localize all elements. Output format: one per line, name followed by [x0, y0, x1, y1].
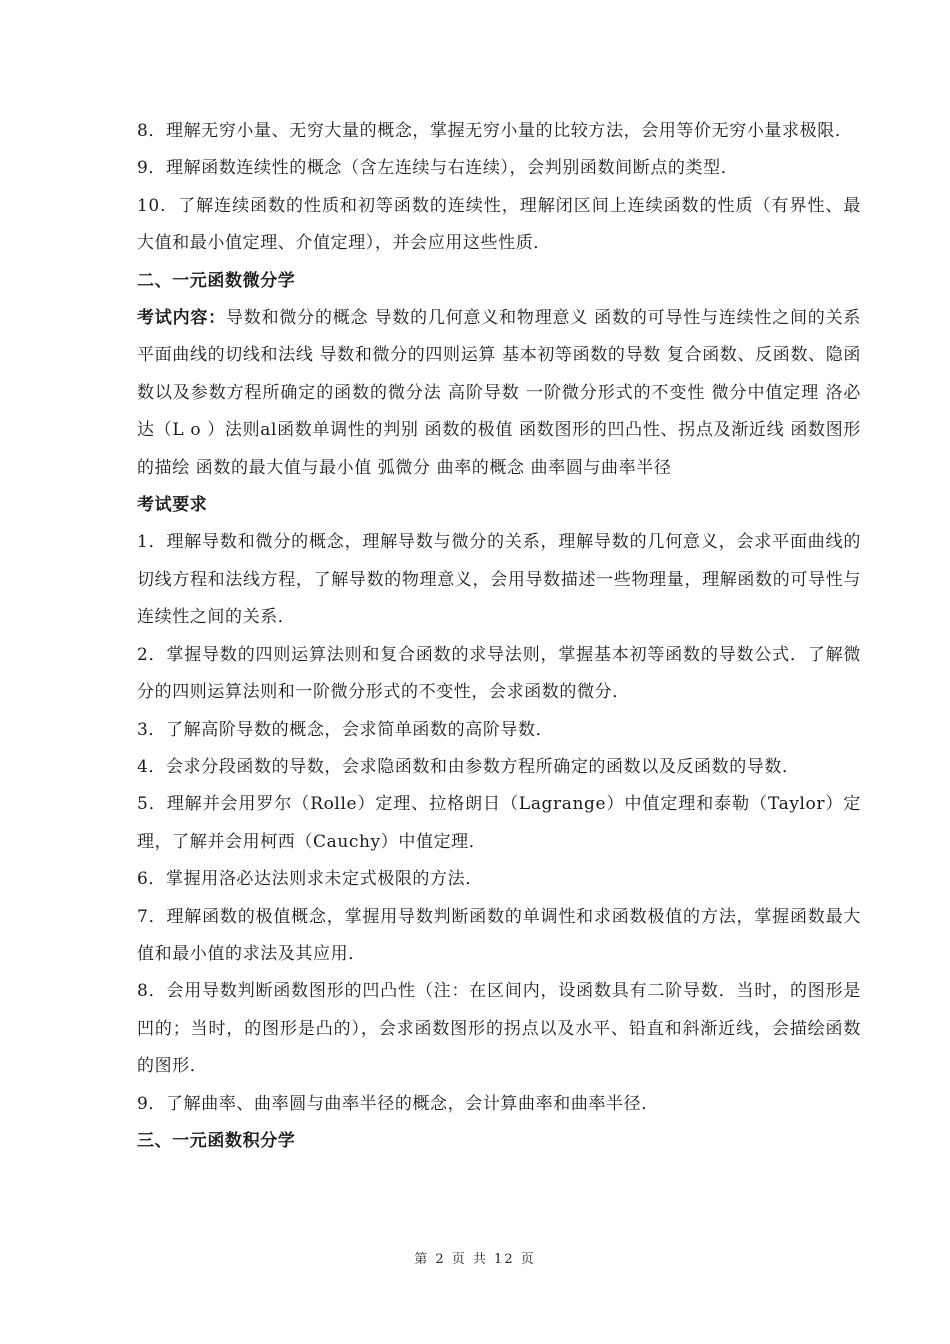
document-page — [137, 113, 861, 1160]
limits-item-8: 8．理解无穷小量、无穷大量的概念，掌握无穷小量的比较方法，会用等价无穷小量求极限． — [137, 121, 853, 141]
requirement-item-8: 8．会用导数判断函数图形的凹凸性（注：在区间内，设函数具有二阶导数．当时，的图形是凹的；当时，的图形是凸的），会求函数图形的拐点以及水平、铅直和斜渐近线，会描绘函数的图形． — [137, 981, 861, 1077]
requirements-label: 考试要求 — [137, 495, 208, 516]
requirement-item-7: 7．理解函数的极值概念，掌握用导数判断函数的单调性和求函数极值的方法，掌握函数最大值和最小值的求法及其应用． — [137, 906, 861, 964]
requirement-item-2: 2．掌握导数的四则运算法则和复合函数的求导法则，掌握基本初等函数的导数公式．了解微分的四则运算法则和一阶微分形式的不变性，会求函数的微分． — [137, 644, 861, 703]
requirement-item-3: 3．了解高阶导数的概念，会求简单函数的高阶导数． — [137, 719, 554, 740]
limits-item-10: 10．了解连续函数的性质和初等函数的连续性，理解闭区间上连续函数的性质（有界性、最大值和最小值定理、介值定理），并会应用这些性质． — [137, 195, 861, 254]
section-3-title: 三、一元函数积分学 — [137, 1130, 296, 1151]
section-2-title: 二、一元函数微分学 — [137, 270, 296, 291]
content-text: 导数和微分的概念 导数的几何意义和物理意义 函数的可导性与连续性之间的关系 平面曲线的切线和法线 导数和微分的四则运算 基本初等函数的导数 复合函数、反函数、隐函数以及参数方程所确定的函数的微分法 高阶导数 一阶微分形式的不变性 微分中值定理 洛必达（L o ）法则al函数单调性的判别 函数的极值 函数图形的凹凸性、拐点及渐近线 函数图形的描绘 函数的最大值与最小值 弧微分 曲率的概念 曲率圆与曲率半径 — [137, 308, 862, 478]
section-2-content — [137, 300, 861, 487]
requirement-item-5: 5．理解并会用罗尔（Rolle）定理、拉格朗日（Lagrange）中值定理和泰勒（Taylor）定理，了解并会用柯西（Cauchy）中值定理． — [137, 794, 861, 852]
content-label: 考试内容： — [137, 308, 226, 329]
requirement-item-6: 6．掌握用洛必达法则求未定式极限的方法． — [137, 869, 483, 890]
requirement-item-1: 1．理解导数和微分的概念，理解导数与微分的关系，理解导数的几何意义，会求平面曲线的切线方程和法线方程，了解导数的物理意义，会用导数描述一些物理量，理解函数的可导性与连续性之间的关系． — [137, 532, 861, 628]
requirement-item-4: 4．会求分段函数的导数，会求隐函数和由参数方程所确定的函数以及反函数的导数． — [137, 756, 800, 777]
limits-item-9: 9．理解函数连续性的概念（含左连续与右连续），会判别函数间断点的类型． — [137, 158, 739, 179]
page-footer: 第 2 页 共 12 页 — [414, 1252, 536, 1267]
requirement-item-9: 9．了解曲率、曲率圆与曲率半径的概念，会计算曲率和曲率半径． — [137, 1093, 659, 1114]
